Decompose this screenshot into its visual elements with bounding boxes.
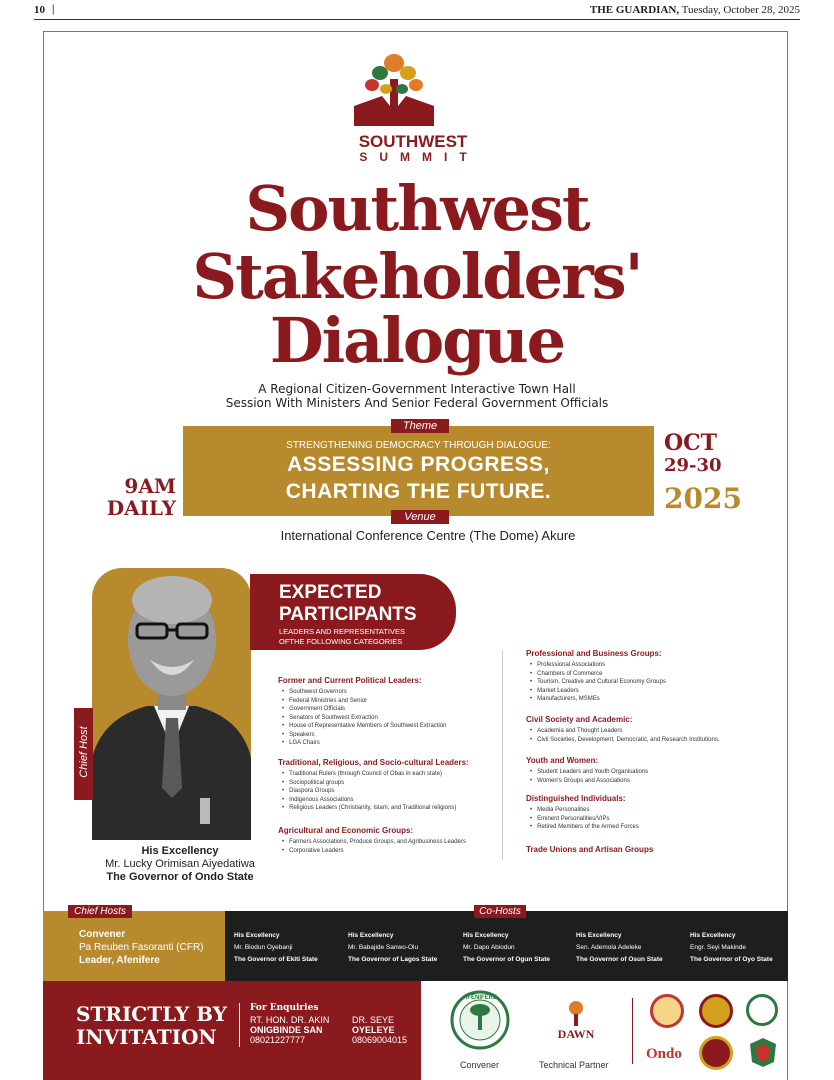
list-item: • Manufacturers, MSMEs [530, 695, 666, 704]
dawn-logo [548, 994, 604, 1044]
strictly-line-1: STRICTLY BY [76, 1002, 227, 1026]
ondo-logo: Ondo [646, 1046, 682, 1062]
list-item: • Corporative Leaders [282, 847, 466, 856]
category-heading: Trade Unions and Artisan Groups [526, 845, 654, 854]
logo-divider [632, 998, 633, 1064]
co-host-honorific: His Excellency [576, 932, 622, 939]
category-heading: Former and Current Political Leaders: [278, 676, 422, 685]
co-host-honorific: His Excellency [234, 932, 280, 939]
category-list [530, 768, 648, 785]
strictly-line-2: INVITATION [76, 1025, 217, 1049]
contact-a [250, 1015, 329, 1045]
expected-sub-1: LEADERS AND REPRESENTATIVES [279, 627, 406, 636]
list-item: • Religious Leaders (Christianity, Islam, and Traditional religions) [282, 804, 456, 813]
co-host-honorific: His Excellency [463, 932, 509, 939]
state-seal-icon [699, 1036, 733, 1070]
enquiries-heading: For Enquiries [250, 1003, 319, 1013]
expected-title-2: PARTICIPANTS [279, 604, 417, 625]
list-item: • Student Leaders and Youth Organisations [530, 768, 648, 777]
category-list [530, 806, 639, 832]
coat-of-arms-icon [748, 1036, 778, 1068]
contact-a-phone: 08021227777 [250, 1035, 306, 1045]
header-separator: | [52, 3, 55, 15]
co-host-osun [576, 930, 686, 966]
newspaper-header [34, 4, 800, 20]
chief-host-portrait [92, 548, 251, 840]
list-item: • Farmers Associations, Produce Groups, and Agribusiness Leaders [282, 838, 466, 847]
chief-host-tag [74, 708, 93, 800]
event-month: OCT [664, 430, 718, 456]
category-heading: Distinguished Individuals: [526, 794, 626, 803]
co-host-ogun [463, 930, 573, 966]
list-item: • Professional Associations [530, 661, 666, 670]
co-host-ekiti [234, 930, 344, 966]
co-hosts-tag: Co-Hosts [474, 905, 526, 918]
co-host-office: The Governor of Ogun State [463, 956, 551, 963]
contact-b [352, 1015, 407, 1045]
category-list [530, 727, 720, 744]
event-year: 2025 [664, 482, 742, 515]
theme-big-line-2: CHARTING THE FUTURE. [285, 480, 552, 503]
co-host-name: Sen. Ademola Adeleke [576, 944, 642, 951]
page-number: 10 [34, 4, 45, 16]
chief-host-office: The Governor of Ondo State [106, 871, 254, 883]
expected-title-1: EXPECTED [279, 582, 382, 603]
category-heading: Professional and Business Groups: [526, 649, 662, 658]
category-heading: Agricultural and Economic Groups: [278, 826, 414, 835]
date-text: Tuesday, October 28, 2025 [681, 4, 800, 16]
logo-sub: SUMMIT [359, 150, 479, 164]
invitation-divider [239, 1003, 240, 1047]
co-host-honorific: His Excellency [690, 932, 736, 939]
contact-b-phone: 08069004015 [352, 1035, 408, 1045]
co-host-honorific: His Excellency [348, 932, 394, 939]
list-item: • LGA Chairs [282, 739, 447, 748]
logo-name: SOUTHWEST [358, 132, 468, 151]
category-list [530, 661, 666, 704]
time-line-2: DAILY [106, 496, 176, 520]
subtitle-line-2: Session With Ministers And Senior Federal Government Officials [225, 396, 609, 410]
title-line-1: Southwest [245, 172, 589, 245]
event-days: 29-30 [664, 455, 722, 476]
co-host-name: Mr. Biodun Oyebanji [234, 944, 293, 951]
co-host-office: The Governor of Ekiti State [234, 956, 318, 963]
newspaper-date [590, 4, 800, 16]
list-item: • Civil Societies, Development, Democratic, and Research Institutions. [530, 736, 720, 745]
category-list [282, 838, 466, 855]
category-heading: Traditional, Religious, and Socio-cultural Leaders: [278, 758, 469, 767]
list-item: • Chambers of Commerce [530, 670, 666, 679]
svg-text:AFENIFERE: AFENIFERE [462, 995, 498, 1001]
category-heading: Youth and Women: [526, 756, 599, 765]
chief-host-tag-label: Chief Host [78, 726, 90, 778]
masthead: THE GUARDIAN, [589, 4, 680, 16]
list-item: • Federal Ministries and Senior [282, 697, 447, 706]
co-host-office: The Governor of Osun State [576, 956, 663, 963]
co-host-name: Mr. Babajide Sanwo-Olu [348, 944, 419, 951]
list-item: • Media Personalities [530, 806, 639, 815]
time-line-1: 9AM [124, 474, 176, 498]
title-line-2: Stakeholders' [192, 240, 642, 313]
contact-b-name: OYELEYE [352, 1025, 395, 1035]
summit-tree-logo [332, 51, 456, 135]
list-item: • Senators of Southwest Extraction [282, 714, 447, 723]
afenifere-logo [447, 990, 513, 1050]
convener-name: Pa Reuben Fasoranti (CFR) [79, 942, 204, 953]
category-list [282, 688, 447, 748]
convener-label: Convener [460, 1060, 500, 1070]
convener-role: Convener [79, 929, 126, 940]
co-host-name: Mr. Dapo Abiodun [463, 944, 515, 951]
co-host-name: Engr. Seyi Makinde [690, 944, 747, 951]
state-seal-icon [746, 994, 778, 1026]
title-line-3: Dialogue [269, 304, 565, 377]
venue-tag: Venue [391, 510, 449, 524]
co-host-oyo [690, 930, 800, 966]
venue-text: International Conference Centre (The Dome) Akure [280, 528, 576, 543]
co-host-office: The Governor of Oyo State [690, 956, 773, 963]
theme-big-line-1: ASSESSING PROGRESS, [287, 453, 550, 476]
category-list [282, 770, 456, 813]
state-seal-icon [699, 994, 733, 1028]
contact-b-title: DR. SEYE [352, 1015, 395, 1025]
list-item: • Diaspora Groups [282, 787, 456, 796]
state-seal-icon [650, 994, 684, 1028]
expected-sub-2: OFTHE FOLLOWING CATEGORIES [279, 637, 403, 646]
co-host-office: The Governor of Lagos State [348, 956, 438, 963]
list-item: • Retired Members of the Armed Forces [530, 823, 639, 832]
chief-host-honorific: His Excellency [141, 845, 219, 857]
contact-a-title: RT. HON. DR. AKIN [250, 1015, 330, 1025]
list-item: • Academia and Thought Leaders [530, 727, 720, 736]
convener-title: Leader, Afenifere [79, 955, 160, 966]
category-divider [502, 650, 503, 860]
list-item: • Market Leaders [530, 687, 666, 696]
list-item: • Eminent Personalities/VIPs [530, 815, 639, 824]
list-item: • Speakers [282, 731, 447, 740]
svg-text:DAWN: DAWN [557, 1027, 595, 1041]
list-item: • Tourism, Creative and Cultural Economy Groups [530, 678, 666, 687]
list-item: • House of Representative Members of Southwest Extraction [282, 722, 447, 731]
list-item: • Women's Groups and Associations [530, 777, 648, 786]
list-item: • Indigenous Associations [282, 796, 456, 805]
list-item: • Traditional Rulers (through Council of Obas in each state) [282, 770, 456, 779]
chief-host-name: Mr. Lucky Orimisan Aiyedatiwa [105, 858, 255, 870]
category-heading: Civil Society and Academic: [526, 715, 633, 724]
list-item: • Sociopolitical groups [282, 779, 456, 788]
list-item: • Government Officials [282, 705, 447, 714]
technical-partner-label: Technical Partner [539, 1060, 609, 1070]
theme-tag: Theme [391, 419, 449, 433]
chief-hosts-tag: Chief Hosts [68, 905, 132, 918]
list-item: • Southwest Governors [282, 688, 447, 697]
contact-a-name: ONIGBINDE SAN [250, 1025, 323, 1035]
subtitle-line-1: A Regional Citizen-Government Interactive Town Hall [258, 382, 576, 396]
co-host-lagos [348, 930, 458, 966]
theme-small-text: STRENGTHENING DEMOCRACY THROUGH DIALOGUE: [286, 440, 551, 451]
